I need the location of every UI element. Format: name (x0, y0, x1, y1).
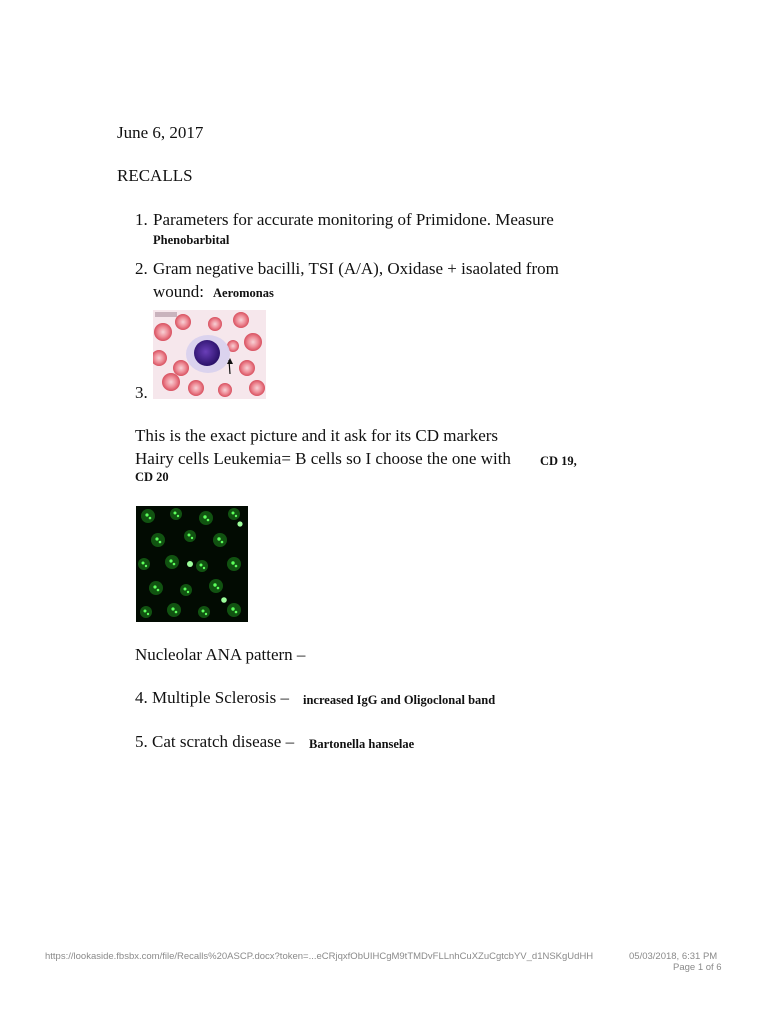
item3-number: 3. (135, 383, 148, 402)
ana-pattern-text: Nucleolar ANA pattern – (135, 645, 306, 664)
footer-page-number: Page 1 of 6 (673, 962, 722, 973)
item4-answer: increased IgG and Oligoclonal band (303, 693, 496, 707)
page-heading: RECALLS (117, 166, 193, 185)
item2-answer: Aeromonas (213, 286, 274, 300)
item3-answer-line2: CD 20 (135, 470, 169, 484)
item1-answer: Phenobarbital (153, 233, 230, 247)
item1-question: Parameters for accurate monitoring of Primidone. Measure (153, 210, 554, 229)
item5-answer: Bartonella hanselae (309, 737, 415, 751)
date-line: June 6, 2017 (117, 123, 204, 142)
footer-url: https://lookaside.fbsbx.com/file/Recalls%20ASCP.docx?token=...eCRjqxfObUIHCgM9tTMDvFLLnhCuXZuCgtcbYV_d1NSKgUdHH (45, 951, 594, 962)
item2-question-line1: Gram negative bacilli, TSI (A/A), Oxidase + isaolated from (153, 259, 559, 278)
item1-number: 1. (135, 210, 148, 229)
item2-number: 2. (135, 259, 148, 278)
item4-text: 4. Multiple Sclerosis – (135, 688, 289, 707)
footer-datetime: 05/03/2018, 6:31 PM (629, 951, 718, 962)
item3-text-line1: This is the exact picture and it ask for its CD markers (135, 426, 499, 445)
item3-answer-line1: CD 19, (540, 454, 577, 468)
item2-question-line2: wound: (153, 282, 204, 301)
item5-text: 5. Cat scratch disease – (135, 732, 295, 751)
nucleolar-ana-fluorescence-image (136, 506, 248, 622)
blood-smear-hairy-cell-image (153, 310, 266, 399)
item3-text-line2: Hairy cells Leukemia= B cells so I choose the one with (135, 449, 511, 468)
